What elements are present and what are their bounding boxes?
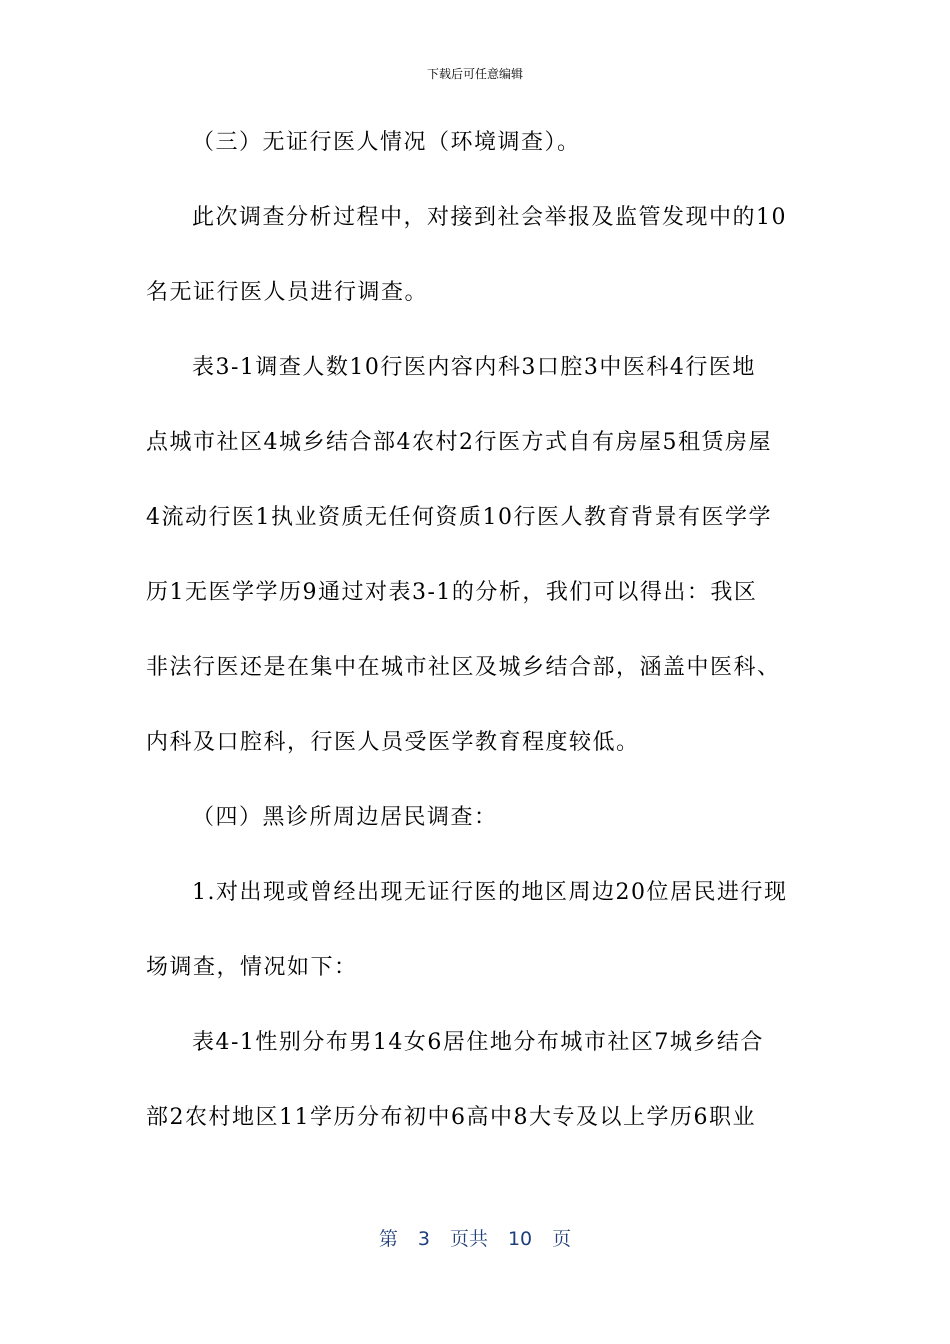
document-body — [146, 128, 806, 1178]
paragraph-line: 内科及口腔科，行医人员受医学教育程度较低。 — [146, 730, 640, 755]
footer-total-pages: 10 — [507, 1228, 533, 1250]
footer-page-middle: 页共 — [449, 1228, 488, 1250]
section-heading-4: （四）黑诊所周边居民调查： — [192, 805, 498, 830]
footer-page-suffix: 页 — [552, 1228, 572, 1250]
footer-page-prefix: 第 — [378, 1228, 398, 1250]
page-footer — [0, 1226, 950, 1252]
paragraph-line: 1.对出现或曾经出现无证行医的地区周边20位居民进行现 — [192, 880, 788, 905]
paragraph-line: 表4-1性别分布男14女6居住地分布城市社区7城乡结合 — [192, 1030, 764, 1055]
paragraph-line: 名无证行医人员进行调查。 — [146, 280, 429, 305]
page-header: 下载后可任意编辑 — [426, 67, 523, 81]
section-heading-3: （三）无证行医人情况（环境调查）。 — [192, 130, 581, 155]
paragraph-line: 非法行医还是在集中在城市社区及城乡结合部，涵盖中医科、 — [146, 655, 781, 680]
paragraph-line: 点城市社区4城乡结合部4农村2行医方式自有房屋5租赁房屋 — [146, 430, 772, 455]
paragraph-line: 部2农村地区11学历分布初中6高中8大专及以上学历6职业 — [146, 1105, 756, 1130]
paragraph-line: 表3-1调查人数10行医内容内科3口腔3中医科4行医地 — [192, 355, 756, 380]
paragraph-line: 此次调查分析过程中，对接到社会举报及监管发现中的10 — [192, 205, 787, 230]
paragraph-line: 历1无医学学历9通过对表3-1的分析，我们可以得出：我区 — [146, 580, 758, 605]
paragraph-line: 4流动行医1执业资质无任何资质10行医人教育背景有医学学 — [146, 505, 772, 530]
paragraph-line: 场调查，情况如下： — [146, 955, 358, 980]
footer-page-number: 3 — [417, 1228, 430, 1250]
